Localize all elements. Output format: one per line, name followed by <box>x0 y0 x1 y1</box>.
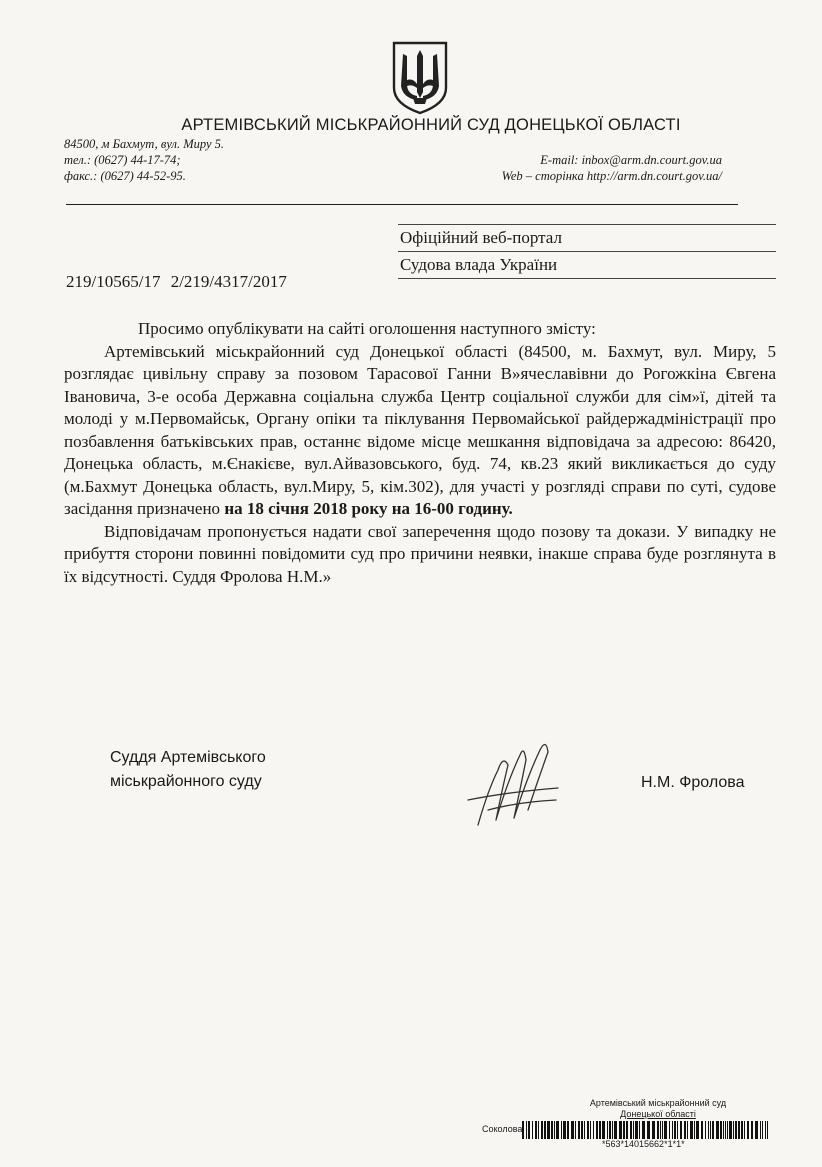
barcode-number: *563*14015662*1*1* <box>602 1139 685 1149</box>
recipient-block <box>398 224 776 279</box>
letter-body <box>64 318 776 588</box>
recipient-line-1: Офіційний веб-портал <box>398 224 776 251</box>
recipient-line-2: Судова влада України <box>398 251 776 279</box>
court-contacts-left <box>64 136 224 184</box>
intro-paragraph: Просимо опублікувати на сайті оголошення наступного змісту: <box>138 319 596 338</box>
hearing-date: на 18 січня 2018 року на 16-00 годину. <box>224 499 513 518</box>
signatory-title: Суддя Артемівського міськрайонного суду <box>110 749 266 790</box>
court-phone: тел.: (0627) 44-17-74; <box>64 153 181 167</box>
stamp-clerk-name: Соколова <box>482 1124 523 1134</box>
court-address: 84500, м Бахмут, вул. Миру 5. <box>64 137 225 151</box>
ukraine-trident-emblem-icon <box>391 40 449 116</box>
main-paragraph: Артемівський міськрайонний суд Донецької області (84500, м. Бахмут, вул. Миру, 5 розглядає цивільну справу за позовом Тарасової Ганни В»ячеславівни до Рогожкіна Євгена Івановича, 3-е особа Державна соціальна служба Центр соціальної служби для сім»ї, дітей та молоді у м.Первомайськ, Органу опіки та піклування Первомайської райдержадміністрації про позбавлення батьківських прав, останнє відоме місце мешкання відповідача за адресою: 86420, Донецька область, м.Єнакієве, вул.Айвазовського, буд. 74, кв.23 який викликається до суду (м.Бахмут Донецька область, вул.Миру, 5, кім.302), для участі у розгляді справи по суті, судове засідання призначено на 18 січня 2018 року на 16-00 годину. <box>64 341 776 518</box>
court-website: Web – сторінка http://arm.dn.court.gov.ua/ <box>501 169 722 183</box>
court-name-heading: АРТЕМІВСЬКИЙ МІСЬКРАЙОННИЙ СУД ДОНЕЦЬКОЇ ОБЛАСТІ <box>181 116 681 134</box>
court-fax: факс.: (0627) 44-52-95. <box>64 169 186 183</box>
signatory-name: Н.М. Фролова <box>641 774 745 791</box>
case-reference-numbers: 219/10565/17 2/219/4317/2017 <box>66 272 287 291</box>
header-divider <box>66 204 738 205</box>
registration-stamp <box>482 1098 782 1158</box>
court-email: E-mail: inbox@arm.dn.court.gov.ua <box>540 153 722 167</box>
stamp-court-name: Артемівський міськрайонний суд Донецької області <box>589 1098 727 1119</box>
handwritten-signature <box>458 730 568 840</box>
closing-paragraph: Відповідачам пропонується надати свої заперечення щодо позову та докази. У випадку не прибуття сторони повинні повідомити суд про причини неявки, інакше справа буде розглянута в їх відсутності. Суддя Фролова Н.М.» <box>64 521 776 586</box>
court-contacts-right <box>502 152 722 184</box>
barcode <box>522 1121 770 1139</box>
